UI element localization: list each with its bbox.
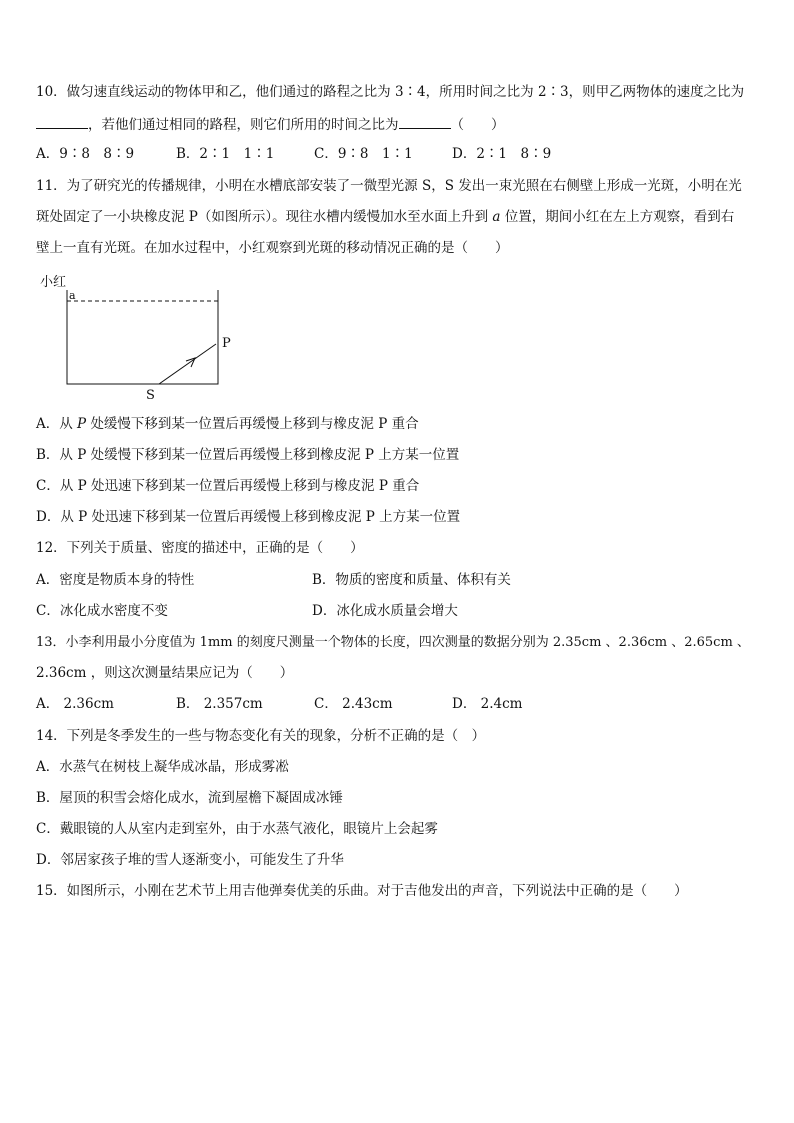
q10-stem-line2: [36, 114, 505, 135]
q13-option-d: D． 2.4cm: [452, 696, 523, 712]
q14-option-b: B．屋顶的积雪会熔化成水，流到屋檐下凝固成冰锤: [36, 790, 343, 806]
q12-option-d: D．冰化成水质量会增大: [312, 603, 458, 619]
q15-stem: 15．如图所示，小刚在艺术节上用吉他弹奏优美的乐曲。对于吉他发出的声音，下列说法中正确的是（ ）: [36, 883, 688, 899]
q13-option-c: C． 2.43cm: [314, 696, 393, 712]
answer-blank: [399, 114, 451, 129]
option-text: 处迅速下移到某一位置后再缓慢上移到与橡皮泥 P 重合: [91, 478, 420, 494]
figure-label-water-level: a: [69, 289, 76, 302]
figure-label-observer: 小红: [40, 275, 67, 290]
q10-option-c: C．9∶8 1∶1: [314, 146, 413, 162]
q12-option-a: A．密度是物质本身的特性: [36, 572, 195, 588]
q14-stem: 14．下列是冬季发生的一些与物态变化有关的现象，分析不正确的是（ ）: [36, 728, 486, 744]
q14-option-d: D．邻居家孩子堆的雪人逐渐变小，可能发生了升华: [36, 852, 344, 868]
q10-stem-line1: 10．做匀速直线运动的物体甲和乙，他们通过的路程之比为 3∶4，所用时间之比为 2∶3，则甲乙两物体的速度之比为: [36, 84, 745, 100]
option-label: A．从: [36, 416, 73, 432]
q11-stem-text: 位置，期间小红在左上方观察，看到右: [504, 209, 735, 225]
light-ray: [159, 344, 216, 384]
q10-stem-paren: （ ）: [450, 117, 505, 133]
option-text: 处缓慢下移到某一位置后再缓慢上移到橡皮泥 P 上方某一位置: [90, 447, 460, 463]
q11-stem-line1: 11．为了研究光的传播规律，小明在水槽底部安装了一微型光源 S，S 发出一束光照在右侧壁上形成一光斑，小明在光: [36, 178, 742, 194]
option-variable: P: [78, 509, 88, 525]
q11-option-d: [36, 507, 460, 527]
q13-stem-line1: 13．小李利用最小分度值为 1mm 的刻度尺测量一个物体的长度，四次测量的数据分别为 2.35cm 、2.36cm 、2.65cm 、: [36, 635, 750, 650]
q11-stem-text: 斑处固定了一小块橡皮泥 P（如图所示）。现往水槽内缓慢加水至水面上升到: [36, 209, 489, 225]
option-text: 处缓慢下移到某一位置后再缓慢上移到与橡皮泥 P 重合: [90, 416, 419, 432]
q11-option-b: [36, 445, 459, 465]
q11-figure: [36, 268, 246, 404]
figure-label-source: S: [146, 388, 155, 403]
option-variable: P: [77, 478, 87, 494]
option-label: C．从: [36, 478, 74, 494]
water-tank: [67, 290, 218, 384]
q13-stem-line2: 2.36cm ，则这次测量结果应记为（ ）: [36, 665, 294, 681]
answer-blank: [36, 114, 88, 129]
q10-option-a: A．9∶8 8∶9: [36, 146, 135, 162]
option-label: D．从: [36, 509, 74, 525]
option-text: 处迅速下移到某一位置后再缓慢上移到橡皮泥 P 上方某一位置: [91, 509, 461, 525]
q12-stem: 12．下列关于质量、密度的描述中，正确的是（ ）: [36, 540, 364, 556]
option-variable: P: [77, 416, 87, 432]
figure-label-spot: P: [222, 336, 231, 351]
q10-stem-text: ，若他们通过相同的路程，则它们所用的时间之比为: [88, 117, 399, 133]
q13-option-b: B． 2.357cm: [176, 696, 263, 712]
q10-option-d: D．2∶1 8∶9: [452, 146, 552, 162]
option-label: B．从: [36, 447, 73, 463]
q11-option-c: [36, 476, 419, 496]
q11-variable: a: [492, 209, 501, 225]
q14-option-c: C．戴眼镜的人从室内走到室外，由于水蒸气液化，眼镜片上会起雾: [36, 821, 438, 837]
q12-option-b: B．物质的密度和质量、体积有关: [312, 572, 511, 588]
q12-option-c: C．冰化成水密度不变: [36, 603, 168, 619]
q14-option-a: A．水蒸气在树枝上凝华成冰晶，形成雾凇: [36, 759, 289, 775]
q13-option-a: A． 2.36cm: [36, 696, 114, 712]
q10-option-b: B．2∶1 1∶1: [176, 146, 275, 162]
q11-stem-line2: [36, 207, 734, 227]
q11-option-a: [36, 414, 419, 434]
option-variable: P: [77, 447, 87, 463]
q11-stem-line3: 壁上一直有光斑。在加水过程中，小红观察到光斑的移动情况正确的是（ ）: [36, 240, 509, 256]
